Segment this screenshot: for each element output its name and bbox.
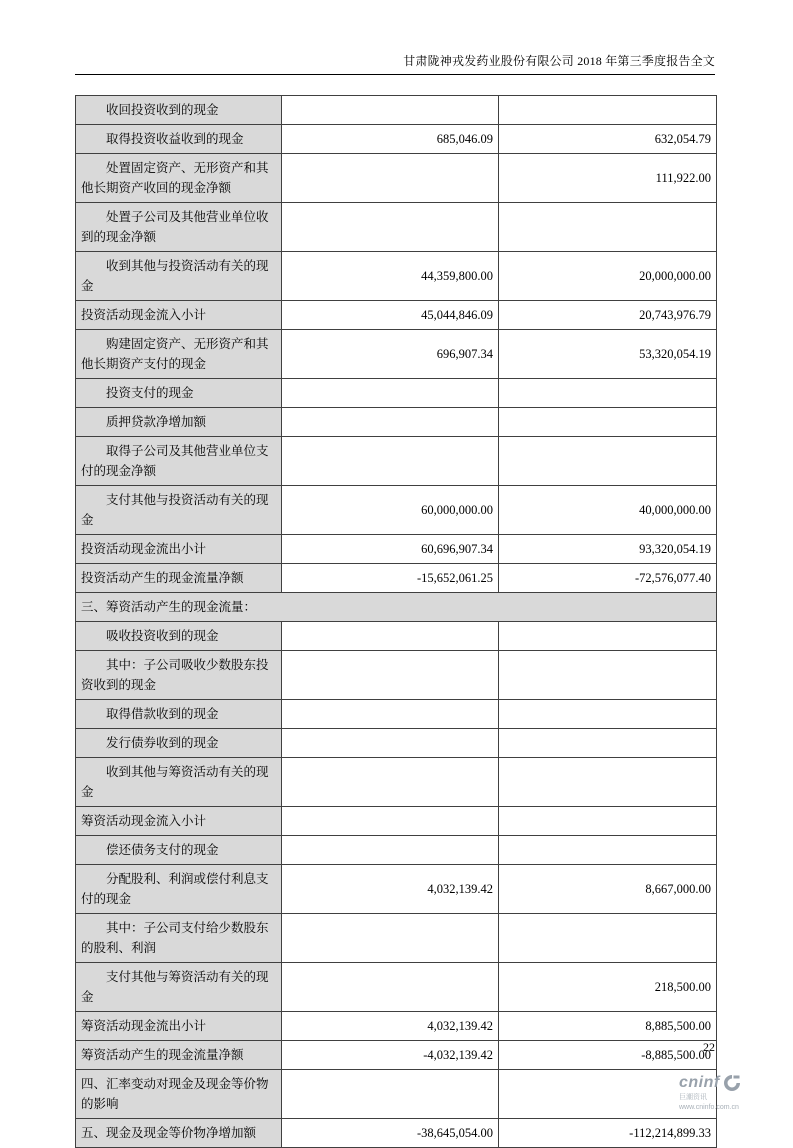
cashflow-table — [75, 95, 717, 1148]
row-value-prior — [499, 729, 717, 758]
row-value-prior: 8,667,000.00 — [499, 865, 717, 914]
table-row — [76, 408, 717, 437]
row-value-current: -38,645,054.00 — [282, 1119, 499, 1148]
report-title: 甘肃陇神戎发药业股份有限公司 2018 年第三季度报告全文 — [403, 54, 715, 68]
table-row — [76, 486, 717, 535]
row-value-prior: 20,000,000.00 — [499, 252, 717, 301]
row-label: 取得投资收益收到的现金 — [76, 125, 282, 154]
row-label: 偿还债务支付的现金 — [76, 836, 282, 865]
table-row — [76, 301, 717, 330]
row-value-prior: 40,000,000.00 — [499, 486, 717, 535]
row-label: 取得子公司及其他营业单位支付的现金净额 — [76, 437, 282, 486]
row-value-current: -4,032,139.42 — [282, 1041, 499, 1070]
table-row — [76, 865, 717, 914]
row-value-current: 45,044,846.09 — [282, 301, 499, 330]
row-label: 其中：子公司吸收少数股东投资收到的现金 — [76, 651, 282, 700]
table-row — [76, 437, 717, 486]
row-label: 投资活动现金流入小计 — [76, 301, 282, 330]
row-value-current — [282, 154, 499, 203]
table-row — [76, 963, 717, 1012]
row-label: 收到其他与投资活动有关的现金 — [76, 252, 282, 301]
row-value-current — [282, 807, 499, 836]
row-value-current: 685,046.09 — [282, 125, 499, 154]
row-value-prior — [499, 96, 717, 125]
table-row — [76, 564, 717, 593]
row-label: 收到其他与筹资活动有关的现金 — [76, 758, 282, 807]
row-value-current — [282, 836, 499, 865]
row-value-prior: 93,320,054.19 — [499, 535, 717, 564]
row-value-prior: -72,576,077.40 — [499, 564, 717, 593]
table-row — [76, 125, 717, 154]
logo-company-name: 巨潮资讯 — [679, 1094, 707, 1102]
row-value-current — [282, 1070, 499, 1119]
row-value-prior — [499, 700, 717, 729]
row-value-current: 60,000,000.00 — [282, 486, 499, 535]
cashflow-table-body — [76, 96, 717, 1148]
section-label: 三、筹资活动产生的现金流量： — [76, 593, 717, 622]
row-value-prior: 20,743,976.79 — [499, 301, 717, 330]
table-row — [76, 807, 717, 836]
row-label: 筹资活动现金流出小计 — [76, 1012, 282, 1041]
table-row — [76, 1012, 717, 1041]
table-row — [76, 622, 717, 651]
row-label: 发行债券收到的现金 — [76, 729, 282, 758]
row-label: 处置子公司及其他营业单位收到的现金净额 — [76, 203, 282, 252]
table-section-row — [76, 593, 717, 622]
row-value-current — [282, 914, 499, 963]
row-value-prior — [499, 379, 717, 408]
row-value-current: 696,907.34 — [282, 330, 499, 379]
row-value-prior — [499, 203, 717, 252]
row-value-current — [282, 963, 499, 1012]
row-value-current — [282, 408, 499, 437]
cninfo-logo — [679, 1074, 775, 1112]
logo-brand-text: cninf — [679, 1074, 720, 1092]
table-row — [76, 651, 717, 700]
page-header — [75, 52, 715, 75]
table-row — [76, 252, 717, 301]
row-value-current: 44,359,800.00 — [282, 252, 499, 301]
row-value-prior — [499, 437, 717, 486]
row-value-prior: 632,054.79 — [499, 125, 717, 154]
row-label: 其中：子公司支付给少数股东的股利、利润 — [76, 914, 282, 963]
row-label: 筹资活动现金流入小计 — [76, 807, 282, 836]
row-label: 支付其他与投资活动有关的现金 — [76, 486, 282, 535]
row-value-current — [282, 437, 499, 486]
row-value-current — [282, 700, 499, 729]
row-value-prior — [499, 758, 717, 807]
row-value-current: 4,032,139.42 — [282, 1012, 499, 1041]
row-label: 质押贷款净增加额 — [76, 408, 282, 437]
row-value-current — [282, 758, 499, 807]
row-value-prior: 8,885,500.00 — [499, 1012, 717, 1041]
table-row — [76, 758, 717, 807]
logo-url: www.cninfo.com.cn — [679, 1103, 739, 1111]
row-value-prior — [499, 651, 717, 700]
table-row — [76, 203, 717, 252]
row-value-prior: 53,320,054.19 — [499, 330, 717, 379]
row-label: 购建固定资产、无形资产和其他长期资产支付的现金 — [76, 330, 282, 379]
row-value-prior — [499, 836, 717, 865]
row-value-current — [282, 622, 499, 651]
row-value-prior: 218,500.00 — [499, 963, 717, 1012]
row-label: 投资活动现金流出小计 — [76, 535, 282, 564]
row-value-prior: 111,922.00 — [499, 154, 717, 203]
row-value-current: 60,696,907.34 — [282, 535, 499, 564]
row-value-current — [282, 651, 499, 700]
table-row — [76, 914, 717, 963]
row-label: 分配股利、利润或偿付利息支付的现金 — [76, 865, 282, 914]
table-row — [76, 379, 717, 408]
row-label: 筹资活动产生的现金流量净额 — [76, 1041, 282, 1070]
table-row — [76, 1070, 717, 1119]
row-value-current: 4,032,139.42 — [282, 865, 499, 914]
row-label: 投资支付的现金 — [76, 379, 282, 408]
table-row — [76, 96, 717, 125]
table-row — [76, 729, 717, 758]
logo-row — [679, 1074, 775, 1092]
table-row — [76, 154, 717, 203]
row-label: 投资活动产生的现金流量净额 — [76, 564, 282, 593]
row-label: 取得借款收到的现金 — [76, 700, 282, 729]
table-row — [76, 1041, 717, 1070]
table-row — [76, 700, 717, 729]
page-number: 22 — [703, 1040, 715, 1054]
row-value-prior: -112,214,899.33 — [499, 1119, 717, 1148]
row-value-current — [282, 96, 499, 125]
row-value-current — [282, 379, 499, 408]
table-row — [76, 836, 717, 865]
row-value-prior — [499, 914, 717, 963]
row-value-prior — [499, 622, 717, 651]
row-value-current: -15,652,061.25 — [282, 564, 499, 593]
table-row — [76, 535, 717, 564]
row-value-current — [282, 203, 499, 252]
row-label: 吸收投资收到的现金 — [76, 622, 282, 651]
row-value-current — [282, 729, 499, 758]
table-row — [76, 1119, 717, 1148]
table-row — [76, 330, 717, 379]
row-value-prior — [499, 408, 717, 437]
row-label: 处置固定资产、无形资产和其他长期资产收回的现金净额 — [76, 154, 282, 203]
row-value-prior — [499, 807, 717, 836]
row-label: 支付其他与筹资活动有关的现金 — [76, 963, 282, 1012]
row-label: 四、汇率变动对现金及现金等价物的影响 — [76, 1070, 282, 1119]
row-value-prior: -8,885,500.00 — [499, 1041, 717, 1070]
cninfo-logo-icon — [723, 1074, 741, 1092]
row-label: 收回投资收到的现金 — [76, 96, 282, 125]
row-label: 五、现金及现金等价物净增加额 — [76, 1119, 282, 1148]
